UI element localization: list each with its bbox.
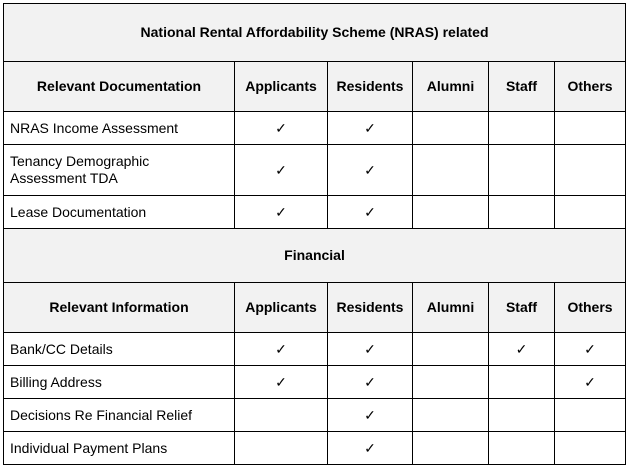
section-title-row bbox=[4, 229, 626, 283]
check-mark: ✓ bbox=[328, 112, 413, 145]
column-header: Residents bbox=[328, 283, 413, 333]
column-header: Residents bbox=[328, 62, 413, 112]
column-header: Alumni bbox=[413, 283, 489, 333]
column-header: Relevant Information bbox=[4, 283, 235, 333]
table-row bbox=[4, 432, 626, 465]
check-mark: ✓ bbox=[235, 196, 328, 229]
check-mark bbox=[555, 196, 626, 229]
check-mark: ✓ bbox=[328, 366, 413, 399]
check-mark bbox=[413, 196, 489, 229]
check-mark bbox=[489, 196, 555, 229]
column-header-row bbox=[4, 62, 626, 112]
check-mark bbox=[413, 432, 489, 465]
column-header: Alumni bbox=[413, 62, 489, 112]
section-title: National Rental Affordability Scheme (NRAS) related bbox=[4, 4, 626, 62]
check-mark: ✓ bbox=[328, 399, 413, 432]
row-label: Decisions Re Financial Relief bbox=[4, 399, 235, 432]
column-header: Others bbox=[555, 62, 626, 112]
check-mark bbox=[489, 399, 555, 432]
section-title-row bbox=[4, 4, 626, 62]
check-mark: ✓ bbox=[235, 366, 328, 399]
table-row bbox=[4, 145, 626, 196]
column-header: Staff bbox=[489, 62, 555, 112]
table-row bbox=[4, 399, 626, 432]
check-mark bbox=[235, 399, 328, 432]
check-mark: ✓ bbox=[328, 432, 413, 465]
row-label: Individual Payment Plans bbox=[4, 432, 235, 465]
table-row bbox=[4, 112, 626, 145]
check-mark: ✓ bbox=[555, 366, 626, 399]
row-label: Bank/CC Details bbox=[4, 333, 235, 366]
row-label: Billing Address bbox=[4, 366, 235, 399]
row-label: NRAS Income Assessment bbox=[4, 112, 235, 145]
check-mark bbox=[489, 112, 555, 145]
table-row bbox=[4, 366, 626, 399]
check-mark: ✓ bbox=[235, 333, 328, 366]
check-mark bbox=[413, 112, 489, 145]
check-mark bbox=[489, 366, 555, 399]
check-mark bbox=[235, 432, 328, 465]
check-mark bbox=[555, 112, 626, 145]
column-header: Staff bbox=[489, 283, 555, 333]
check-mark: ✓ bbox=[328, 196, 413, 229]
check-mark bbox=[489, 145, 555, 196]
column-header-row bbox=[4, 283, 626, 333]
check-mark bbox=[413, 399, 489, 432]
check-mark bbox=[555, 399, 626, 432]
column-header: Relevant Documentation bbox=[4, 62, 235, 112]
check-mark bbox=[413, 366, 489, 399]
check-mark bbox=[413, 333, 489, 366]
column-header: Applicants bbox=[235, 283, 328, 333]
check-mark bbox=[489, 432, 555, 465]
column-header: Others bbox=[555, 283, 626, 333]
check-mark: ✓ bbox=[555, 333, 626, 366]
check-mark bbox=[555, 145, 626, 196]
check-mark bbox=[413, 145, 489, 196]
table-row bbox=[4, 333, 626, 366]
section-title: Financial bbox=[4, 229, 626, 283]
access-matrix-table bbox=[3, 3, 626, 465]
check-mark: ✓ bbox=[235, 145, 328, 196]
column-header: Applicants bbox=[235, 62, 328, 112]
table-row bbox=[4, 196, 626, 229]
check-mark: ✓ bbox=[489, 333, 555, 366]
row-label: Lease Documentation bbox=[4, 196, 235, 229]
check-mark: ✓ bbox=[235, 112, 328, 145]
check-mark bbox=[555, 432, 626, 465]
check-mark: ✓ bbox=[328, 145, 413, 196]
check-mark: ✓ bbox=[328, 333, 413, 366]
row-label: Tenancy Demographic Assessment TDA bbox=[4, 145, 235, 196]
